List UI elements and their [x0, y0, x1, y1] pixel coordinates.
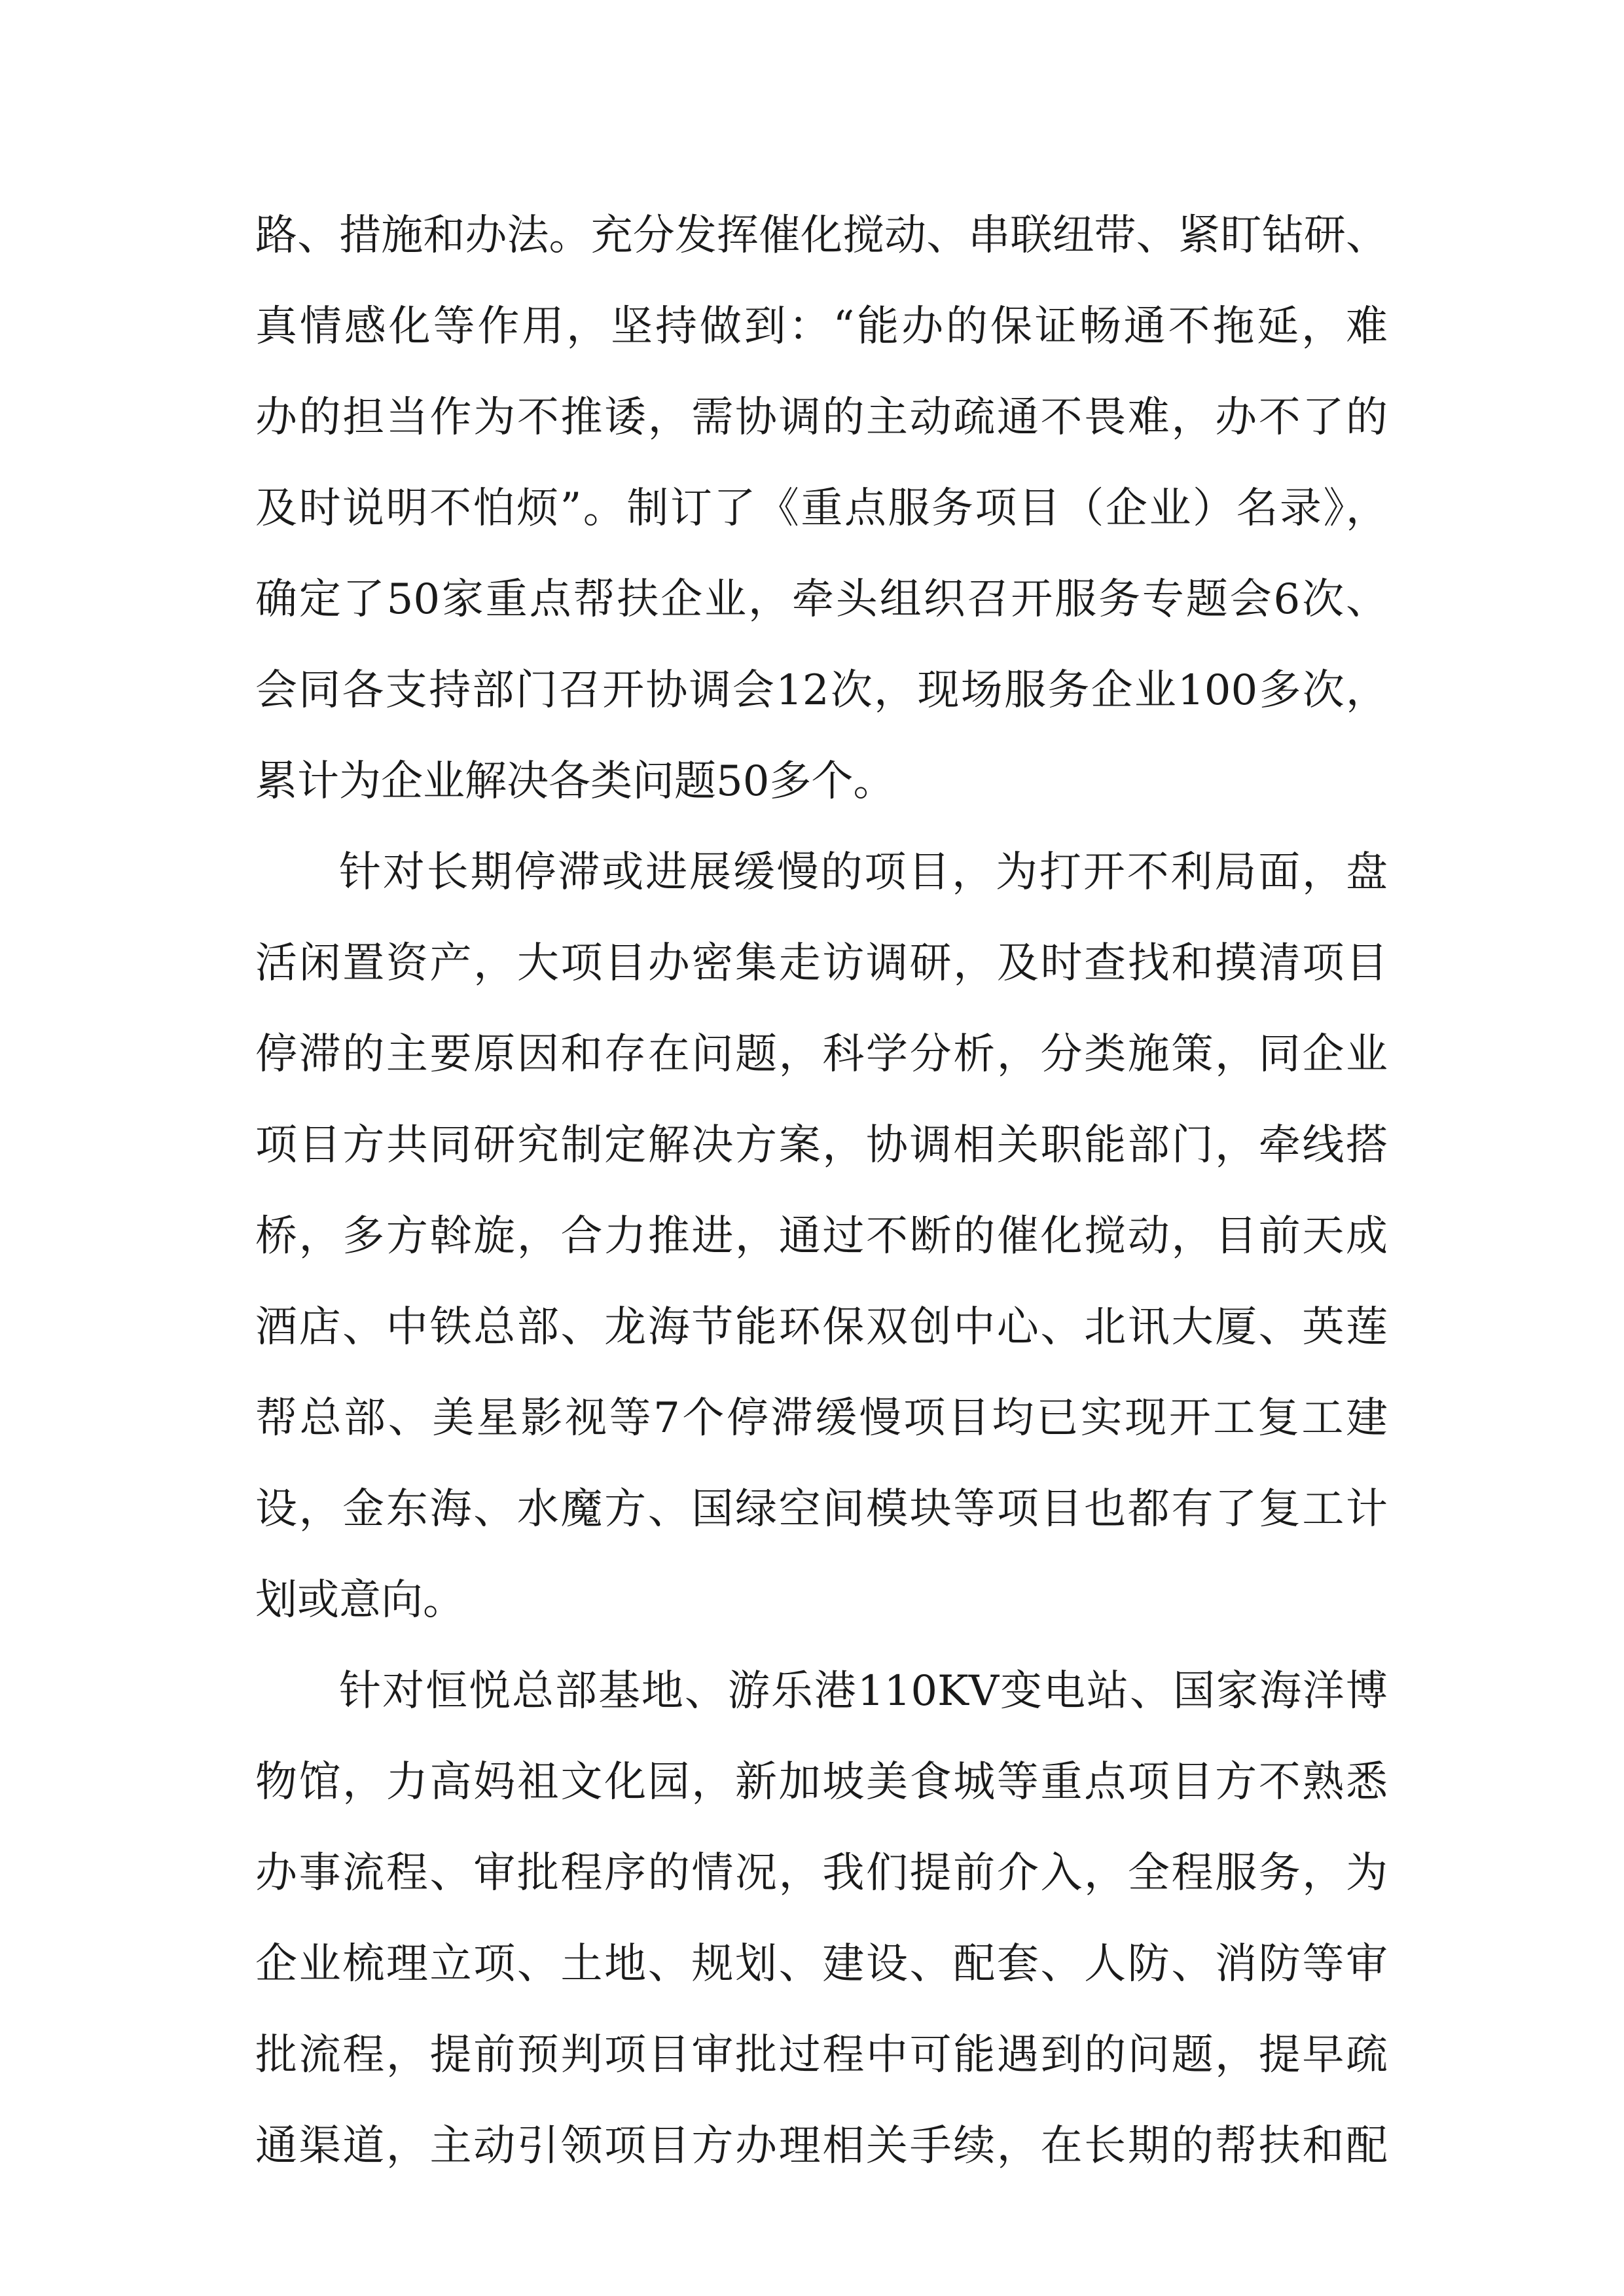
text-line: 酒店、中铁总部、龙海节能环保双创中心、北讯大厦、英莲: [255, 1303, 1388, 1352]
text-line: 停滞的主要原因和存在问题，科学分析，分类施策，同企业: [255, 1030, 1388, 1079]
text-line: 办的担当作为不推诿，需协调的主动疏通不畏难，办不了的: [255, 393, 1388, 442]
text-line: 活闲置资产，大项目办密集走访调研，及时查找和摸清项目: [255, 939, 1388, 988]
text-line: 帮总部、美星影视等7个停滞缓慢项目均已实现开工复工建: [255, 1394, 1388, 1443]
text-line: 企业梳理立项、土地、规划、建设、配套、人防、消防等审: [255, 1940, 1388, 1988]
text-line: 真情感化等作用，坚持做到：“能办的保证畅通不拖延，难: [255, 302, 1388, 351]
paragraph-first-line: 针对长期停滞或进展缓慢的项目，为打开不利局面，盘: [339, 848, 1388, 897]
text-line: 桥，多方斡旋，合力推进，通过不断的催化搅动，目前天成: [255, 1212, 1388, 1261]
text-line: 批流程，提前预判项目审批过程中可能遇到的问题，提早疏: [255, 2031, 1388, 2079]
text-line: 会同各支持部门召开协调会12次，现场服务企业100多次，: [255, 666, 1388, 715]
text-line: 项目方共同研究制定解决方案，协调相关职能部门，牵线搭: [255, 1121, 1388, 1170]
text-line: 路、措施和办法。充分发挥催化搅动、串联纽带、紧盯钻研、: [255, 211, 1388, 260]
text-line: 办事流程、审批程序的情况，我们提前介入，全程服务，为: [255, 1849, 1388, 1897]
text-line: 划或意向。: [255, 1576, 465, 1624]
text-line: 累计为企业解决各类问题50多个。: [255, 757, 895, 806]
text-line: 通渠道，主动引领项目方办理相关手续，在长期的帮扶和配: [255, 2122, 1388, 2170]
text-line: 物馆，力高妈祖文化园，新加坡美食城等重点项目方不熟悉: [255, 1758, 1388, 1806]
text-line: 设，金东海、水魔方、国绿空间模块等项目也都有了复工计: [255, 1485, 1388, 1534]
text-line: 确定了50家重点帮扶企业，牵头组织召开服务专题会6次、: [255, 575, 1388, 624]
paragraph-first-line: 针对恒悦总部基地、游乐港110KV变电站、国家海洋博: [339, 1667, 1388, 1715]
text-line: 及时说明不怕烦”。制订了《重点服务项目（企业）名录》，: [255, 484, 1388, 533]
